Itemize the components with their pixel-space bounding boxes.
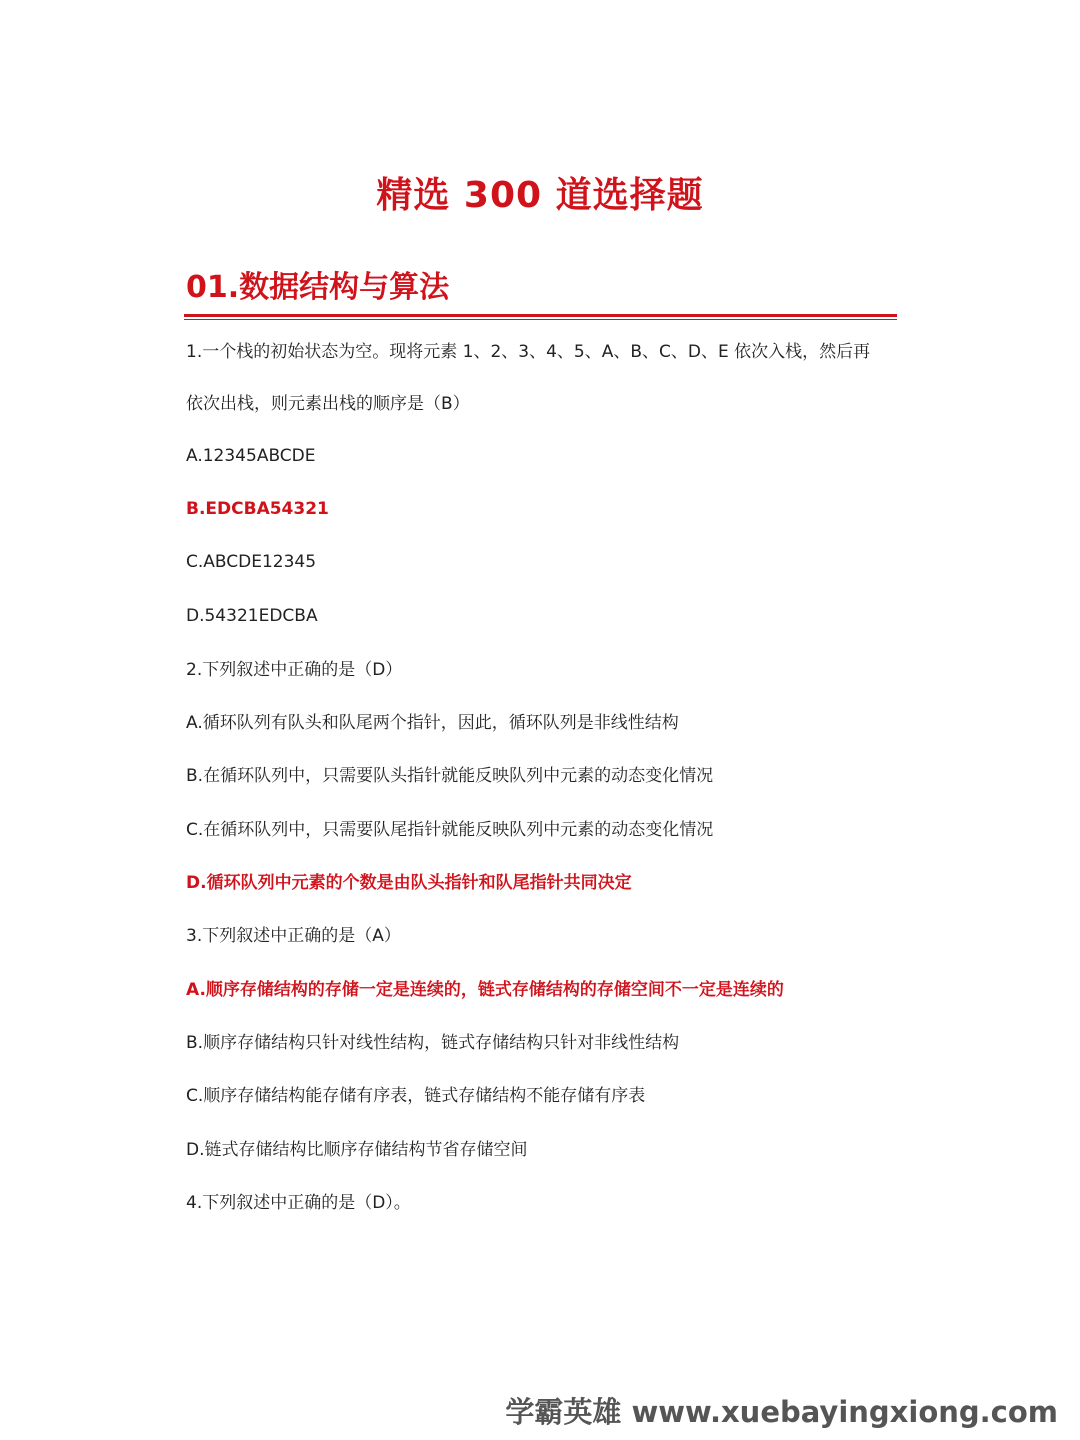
correct-answer-line: A.顺序存储结构的存储一定是连续的，链式存储结构的存储空间不一定是连续的 bbox=[186, 980, 784, 1000]
option-line: D.54321EDCBA bbox=[186, 606, 318, 626]
footer-watermark bbox=[505, 1390, 1058, 1434]
page-title: 精选 300 道选择题 bbox=[376, 175, 704, 216]
question-line: 依次出栈，则元素出栈的顺序是（B） bbox=[186, 394, 470, 414]
option-line: C.ABCDE12345 bbox=[186, 552, 317, 572]
section-divider bbox=[184, 314, 897, 320]
option-line: A.12345ABCDE bbox=[186, 446, 316, 466]
option-line: B.在循环队列中，只需要队头指针就能反映队列中元素的动态变化情况 bbox=[186, 766, 714, 786]
option-line: D.链式存储结构比顺序存储结构节省存储空间 bbox=[186, 1140, 528, 1160]
option-line: B.顺序存储结构只针对线性结构，链式存储结构只针对非线性结构 bbox=[186, 1033, 680, 1053]
option-line: C.在循环队列中，只需要队尾指针就能反映队列中元素的动态变化情况 bbox=[186, 820, 714, 840]
option-line: C.顺序存储结构能存储有序表，链式存储结构不能存储有序表 bbox=[186, 1086, 646, 1106]
section-heading: 01.数据结构与算法 bbox=[186, 270, 450, 305]
section-divider-thick bbox=[184, 314, 897, 317]
question-line: 1.一个栈的初始状态为空。现将元素 1、2、3、4、5、A、B、C、D、E 依次入栈，然后再 bbox=[186, 342, 871, 362]
correct-answer-line: D.循环队列中元素的个数是由队头指针和队尾指针共同决定 bbox=[186, 873, 632, 893]
correct-answer-line: B.EDCBA54321 bbox=[186, 499, 329, 519]
footer-site-link[interactable]: www.xuebayingxiong.com bbox=[631, 1395, 1058, 1429]
footer-brand: 学霸英雄 bbox=[505, 1395, 622, 1429]
section-divider-thin bbox=[184, 319, 897, 320]
question-line: 4.下列叙述中正确的是（D）。 bbox=[186, 1193, 411, 1213]
question-line: 2.下列叙述中正确的是（D） bbox=[186, 660, 403, 680]
option-line: A.循环队列有队头和队尾两个指针，因此，循环队列是非线性结构 bbox=[186, 713, 679, 733]
question-line: 3.下列叙述中正确的是（A） bbox=[186, 926, 401, 946]
